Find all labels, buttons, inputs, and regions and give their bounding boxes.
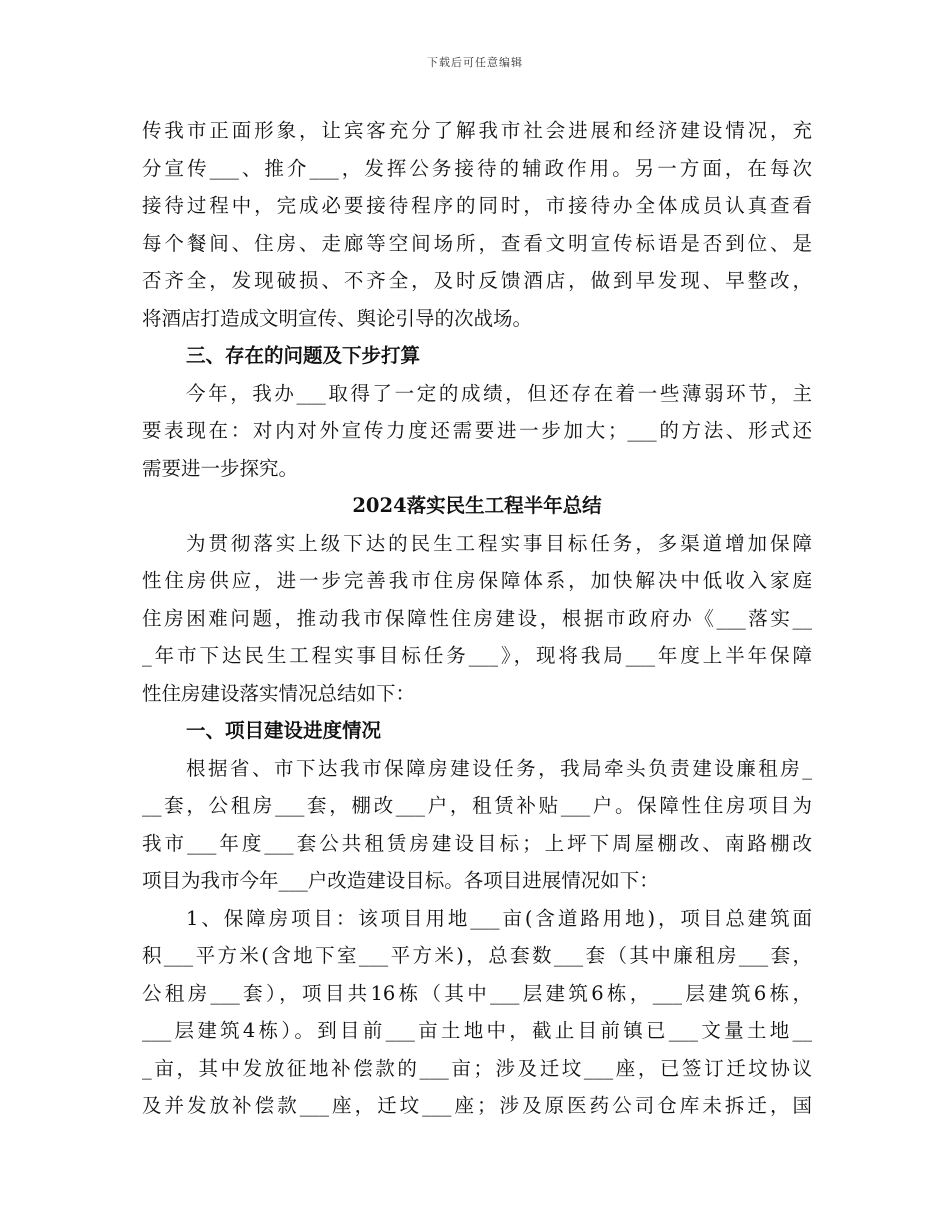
document-body — [142, 112, 812, 1125]
paragraph-first-line: 根据省、市下达我市保障房建设任务，我局牵头负责建设廉租房_ — [186, 756, 812, 780]
body-line: 及并发放补偿款___座，迁坟___座；涉及原医药公司仓库未拆迁，国 — [142, 1094, 812, 1117]
body-line: 否齐全，发现破损、不齐全，及时反馈酒店，做到早发现、早整改， — [142, 269, 812, 292]
body-line: 公租房___套），项目共16栋（其中___层建筑6栋，___层建筑6栋， — [142, 981, 812, 1005]
body-line: 我市___年度___套公共租赁房建设目标；上坪下周屋棚改、南路棚改 — [142, 831, 812, 855]
body-line: 分宣传___、推介___，发挥公务接待的辅政作用。另一方面，在每次 — [142, 156, 812, 180]
body-line: __套，公租房___套，棚改___户，租赁补贴___户。保障性住房项目为 — [142, 794, 812, 817]
body-line: _年市下达民生工程实事目标任务___》，现将我局___年度上半年保障 — [142, 644, 812, 667]
body-line: 传我市正面形象，让宾客充分了解我市社会进展和经济建设情况，充 — [142, 119, 812, 142]
paragraph-last-line: 将酒店打造成文明宣传、舆论引导的次战场。 — [142, 306, 533, 330]
body-line: 要表现在：对内对外宣传力度还需要进一步加大；___的方法、形式还 — [142, 419, 812, 442]
paragraph-last-line: 需要进一步探究。 — [142, 456, 299, 480]
body-line: _亩，其中发放征地补偿款的___亩；涉及迁坟___座，已签订迁坟协议 — [142, 1056, 812, 1080]
paragraph-first-line: 今年，我办___取得了一定的成绩，但还存在着一些薄弱环节，主 — [186, 381, 812, 405]
paragraph-first-line: 为贯彻落实上级下达的民生工程实事目标任务，多渠道增加保障 — [186, 531, 812, 555]
section-heading: 一、项目建设进度情况 — [186, 719, 382, 742]
paragraph-first-line: 1、保障房项目：该项目用地___亩(含道路用地)，项目总建筑面 — [186, 906, 812, 930]
body-line: 积___平方米(含地下室___平方米)，总套数___套（其中廉租房___套， — [142, 944, 812, 967]
section-heading: 三、存在的问题及下步打算 — [186, 344, 421, 367]
page-header-note: 下载后可任意编辑 — [427, 56, 523, 69]
body-line: 每个餐间、住房、走廊等空间场所，查看文明宣传标语是否到位、是 — [142, 231, 812, 255]
body-line: 接待过程中，完成必要接待程序的同时，市接待办全体成员认真查看 — [142, 194, 812, 217]
document-title: 2024落实民生工程半年总结 — [352, 494, 602, 517]
paragraph-last-line: 性住房建设落实情况总结如下： — [142, 681, 416, 705]
body-line: 住房困难问题，推动我市保障性住房建设，根据市政府办《___落实__ — [142, 606, 812, 630]
body-line: 性住房供应，进一步完善我市住房保障体系，加快解决中低收入家庭 — [142, 569, 812, 592]
body-line: ___层建筑4栋）。到目前___亩土地中，截止目前镇已___文量土地__ — [142, 1019, 812, 1042]
paragraph-last-line: 项目为我市今年___户改造建设目标。各项目进展情况如下： — [142, 869, 659, 892]
